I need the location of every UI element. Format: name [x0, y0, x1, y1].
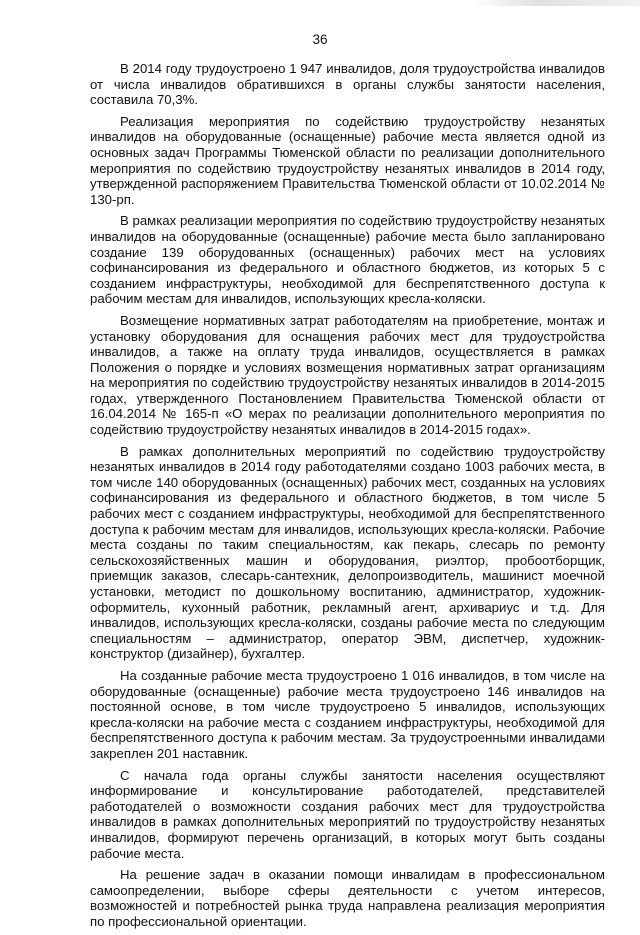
paragraph-program-task: Реализация мероприятия по содействию трудоустройству незанятых инвалидов на оборудованные (оснащенные) рабочие места является одной из основных задач Программы Тюменской области по реализации дополнительного мероприятия по содействию трудоустройству незанятых инвалидов в 2014 году, утвержденной распоряжением Правительства Тюменской области от 10.02.2014 № 130-рп.: [90, 113, 605, 207]
paragraph-employment-total: В 2014 году трудоустроено 1 947 инвалидов, доля трудоустройства инвалидов от числа инвалидов обратившихся в органы службы занятости населения, составила 70,3%.: [90, 61, 605, 108]
page-number: 36: [312, 32, 328, 47]
paragraph-career-guidance: На решение задач в оказании помощи инвалидам в профессиональном самоопределении, выборе сферы деятельности с учетом интересов, возможностей и потребностей рынка труда направлена реализация мероприятия по профессиональной ориентации.: [90, 867, 605, 929]
paragraph-cost-reimbursement: Возмещение нормативных затрат работодателям на приобретение, монтаж и установку оборудования для оснащения рабочих мест для трудоустройства инвалидов, а также на оплату труда инвалидов, осуществляется в рамках Положения о порядке и условиях возмещения нормативных затрат организациям на мероприятия по содействию трудоустройству незанятых инвалидов в 2014-2015 годах, утвержденного Постановлением Правительства Тюменской области от 16.04.2014 № 165-п «О мерах по реализации дополнительного мероприятия по содействию трудоустройству незанятых инвалидов в 2014-2015 годах».: [90, 312, 605, 438]
paragraph-employed-results: На созданные рабочие места трудоустроено 1 016 инвалидов, в том числе на оборудованные (оснащенные) рабочие места трудоустроено 146 инвалидов на постоянной основе, в том числе трудоустроено 5 инвалидов, использующих кресла-коляски на рабочие места с созданием инфраструктуры, необходимой для беспрепятственного доступа к рабочим местам. За трудоустроенными инвалидами закреплен 201 наставник.: [90, 667, 605, 761]
paragraph-created-workplaces: В рамках дополнительных мероприятий по содействию трудоустройству незанятых инвалидов в 2014 году работодателями создано 1003 рабочих места, в том числе 140 оборудованных (оснащенных) рабочих мест, созданных на условиях софинансирования из федерального и областного бюджетов, в том числе 5 рабочих мест с созданием инфраструктуры, необходимой для беспрепятственного доступа к рабочим местам для инвалидов, использующих кресла-коляски. Рабочие места созданы по таким специальностям, как пекарь, слесарь по ремонту сельскохозяйственных машин и оборудования, риэлтор, пробоотборщик, приемщик заказов, слесарь-сантехник, делопроизводитель, машинист моечной установки, методист по дошкольному воспитанию, администратор, художник-оформитель, кухонный работник, рекламный агент, архивариус и т.д. Для инвалидов, использующих кресла-коляски, созданы рабочие места по следующим специальностям – администратор, оператор ЭВМ, диспетчер, художник-конструктор (дизайнер), бухгалтер.: [90, 443, 605, 662]
paragraph-employer-informing: С начала года органы службы занятости населения осуществляют информирование и консультирование работодателей, представителей работодателей о возможности создания рабочих мест для трудоустройства инвалидов в рамках дополнительных мероприятий по трудоустройству незанятых инвалидов, формируют перечень организаций, в которых могут быть созданы рабочие места.: [90, 767, 605, 861]
paragraph-planned-workplaces: В рамках реализации мероприятия по содействию трудоустройству незанятых инвалидов на оборудованные (оснащенные) рабочие места было запланировано создание 139 оборудованных (оснащенных) рабочих мест на условиях софинансирования из федерального и областного бюджетов, из которых 5 с созданием инфраструктуры, необходимой для беспрепятственного доступа к рабочим местам для инвалидов, использующих кресла-коляски.: [90, 213, 605, 307]
document-body: [90, 61, 605, 935]
scan-edge-marks: [470, 0, 640, 6]
